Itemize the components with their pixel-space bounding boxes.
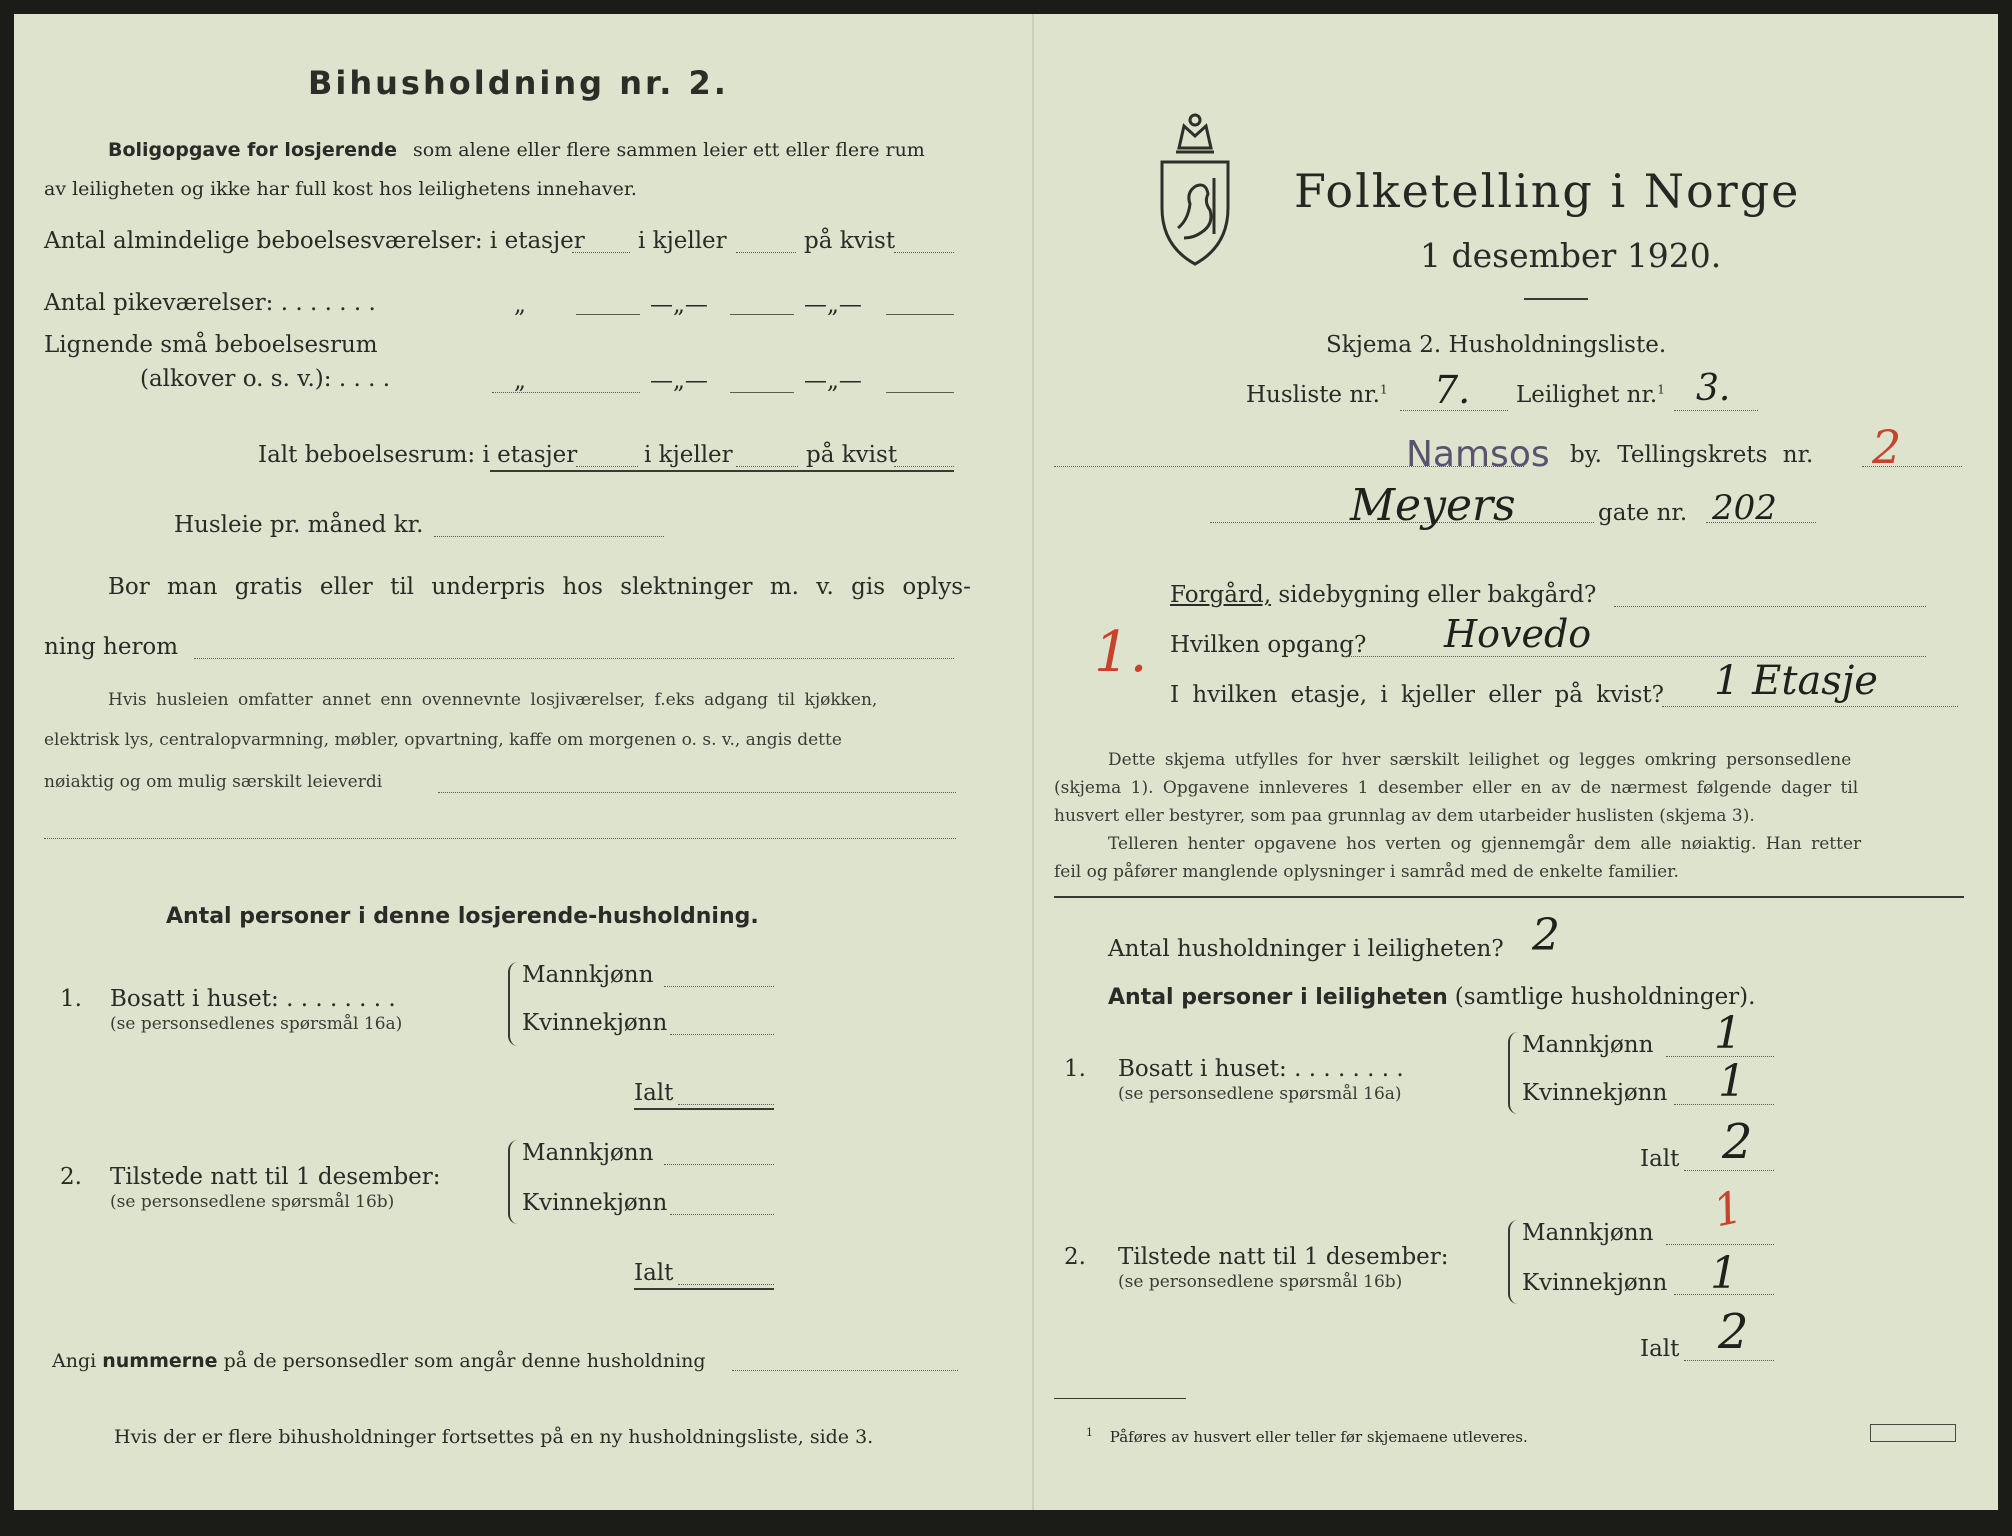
left-q1-brace (508, 962, 520, 1046)
skjema-label: Skjema 2. Husholdningsliste. (1326, 332, 1667, 358)
angi-text (52, 1350, 706, 1372)
street-value: Meyers (1350, 480, 1516, 531)
right-q1-ialt-label: Ialt (1640, 1146, 1680, 1172)
ialt-kvist-line[interactable] (894, 466, 954, 467)
left-q1-ialt-line[interactable] (678, 1104, 774, 1105)
right-q1-ialt-value: 2 (1722, 1114, 1753, 1170)
leilighet-line[interactable] (1674, 410, 1758, 411)
ialt-kjeller-label: i kjeller (644, 442, 733, 468)
right-q1-label: Bosatt i huset: . . . . . . . . (1118, 1056, 1404, 1082)
etasje-label: I hvilken etasje, i kjeller eller på kvist? (1170, 682, 1664, 708)
right-q1-mann-value: 1 (1714, 1008, 1742, 1059)
intro-rest: som alene eller flere sammen leier ett eller flere rum (413, 139, 925, 161)
left-q2-kvinne-label: Kvinnekjønn (522, 1190, 668, 1216)
hvis-line2: elektrisk lys, centralopvarmning, møbler, opvartning, kaffe om morgenen o. s. v., angis dette (44, 730, 842, 750)
right-q1-sub: (se personsedlene spørsmål 16a) (1118, 1084, 1402, 1104)
right-q1-num: 1. (1064, 1056, 1086, 1082)
left-q2-mann-label: Mannkjønn (522, 1140, 654, 1166)
rooms-kvist-line[interactable] (894, 252, 954, 253)
pike-label: Antal pikeværelser: . . . . . . . (44, 290, 376, 316)
right-q2-ialt-value: 2 (1718, 1304, 1749, 1360)
right-q1-kvinne-value: 1 (1718, 1056, 1746, 1107)
opgang-label: Hvilken opgang? (1170, 632, 1367, 658)
rooms-kjeller-line[interactable] (736, 252, 796, 253)
left-intro-line2: av leiligheten og ikke har full kost hos leilighetens innehaver. (44, 178, 637, 200)
footnote-text: Påføres av husvert eller teller før skjemaene utleveres. (1109, 1428, 1528, 1446)
left-q1-ialt-label: Ialt (634, 1080, 674, 1106)
by-krets-label: by. Tellingskrets nr. (1570, 442, 1814, 468)
hvis-line1: Hvis husleien omfatter annet enn ovennevnte losjiværelser, f.eks adgang til kjøkken, (108, 690, 878, 710)
etasje-value: 1 Etasje (1714, 658, 1878, 704)
leilighet-value: 3. (1696, 368, 1731, 409)
lignende-ditto-3: —„— (804, 368, 862, 394)
lignende-kjeller-line[interactable] (730, 392, 794, 393)
opgang-value: Hovedo (1444, 612, 1592, 656)
pike-ditto-1: „ (514, 292, 526, 318)
footnote-sup: 1 (1086, 1426, 1093, 1439)
title-short-rule (1524, 298, 1588, 300)
forgard-rest: sidebygning eller bakgård? (1278, 582, 1597, 608)
info-line5: feil og påfører manglende oplysninger i samråd med de enkelte familier. (1054, 862, 1679, 882)
pike-kvist-line[interactable] (886, 314, 954, 315)
opgang-line[interactable] (1344, 656, 1926, 657)
right-q2-brace (1508, 1220, 1520, 1304)
right-q2-sub: (se personsedlene spørsmål 16b) (1118, 1272, 1403, 1292)
hvis-line3: nøiaktig og om mulig særskilt leieverdi (44, 772, 383, 792)
left-q1-sub: (se personsedlenes spørsmål 16a) (110, 1014, 403, 1034)
hvis-line-b[interactable] (44, 838, 956, 839)
right-q1-kvinne-label: Kvinnekjønn (1522, 1080, 1668, 1106)
right-date: 1 desember 1920. (1420, 236, 1722, 275)
intro-bold: Boligopgave for losjerende (108, 139, 397, 161)
right-q1-mann-label: Mannkjønn (1522, 1032, 1654, 1058)
info-rule (1054, 896, 1964, 898)
husliste-label (1246, 382, 1388, 408)
lignende-ditto-2: —„— (650, 368, 708, 394)
left-q2-ialt-line[interactable] (678, 1284, 774, 1285)
left-q1-ialt-rule (634, 1108, 774, 1110)
right-q1-red-correction: 1 (1709, 1181, 1747, 1238)
right-persons-heading (1108, 984, 1755, 1010)
ialt-rooms-label: Ialt beboelsesrum: i etasjer (258, 442, 578, 468)
left-persons-heading: Antal personer i denne losjerende-husholdning. (166, 904, 759, 929)
ialt-kvist-label: på kvist (806, 442, 898, 468)
right-q2-kvinne-value: 1 (1710, 1248, 1738, 1299)
left-q1-kvinne-line[interactable] (670, 1034, 774, 1035)
right-title: Folketelling i Norge (1294, 164, 1801, 218)
leilighet-sup: 1 (1657, 382, 1665, 397)
lignende-kvist-line[interactable] (886, 392, 954, 393)
footnote (1086, 1426, 1528, 1446)
left-q2-kvinne-line[interactable] (670, 1214, 774, 1215)
ialt-underline (490, 470, 954, 472)
left-q1-kvinne-label: Kvinnekjønn (522, 1010, 668, 1036)
husholdninger-value: 2 (1532, 910, 1560, 961)
right-persons-heading-bold: Antal personer i leiligheten (1108, 985, 1448, 1010)
hvis-line-a[interactable] (438, 792, 956, 793)
leilighet-label (1516, 382, 1665, 408)
city-stamp: Namsos (1406, 434, 1550, 475)
left-q2-brace (508, 1140, 520, 1224)
rooms-etasjer-line[interactable] (572, 252, 630, 253)
footnote-rule (1054, 1398, 1186, 1399)
page-fold (1032, 14, 1034, 1510)
rooms-kvist-label: på kvist (804, 228, 896, 254)
right-q2-ialt-line[interactable] (1684, 1360, 1774, 1361)
lignende-etasjer-line[interactable] (492, 392, 640, 393)
forgard-underlined: Forgård, (1170, 582, 1272, 608)
husliste-sup: 1 (1379, 382, 1388, 397)
husleie-line[interactable] (434, 536, 664, 537)
right-persons-heading-rest: (samtlige husholdninger). (1454, 984, 1756, 1010)
ialt-etasjer-line[interactable] (576, 466, 638, 467)
left-intro-line1 (108, 139, 925, 161)
right-q2-mann-line[interactable] (1666, 1244, 1774, 1245)
rooms-kjeller-label: i kjeller (638, 228, 727, 254)
right-q2-label: Tilstede natt til 1 desember: (1118, 1244, 1449, 1270)
angi-rest: på de personsedler som angår denne husholdning (223, 1350, 706, 1372)
bor-line[interactable] (194, 658, 954, 659)
forgard-line[interactable] (1614, 606, 1926, 607)
husleie-label: Husleie pr. måned kr. (174, 512, 424, 538)
printer-mark (1870, 1424, 1956, 1442)
angi-line[interactable] (732, 1370, 958, 1371)
info-line1: Dette skjema utfylles for hver særskilt leilighet og legges omkring personsedlene (1108, 750, 1852, 770)
leilighet-label-text: Leilighet nr. (1516, 382, 1658, 408)
coat-of-arms-icon (1154, 108, 1236, 270)
pike-ditto-3: —„— (804, 292, 862, 318)
right-q2-mann-label: Mannkjønn (1522, 1220, 1654, 1246)
right-q2-ialt-label: Ialt (1640, 1336, 1680, 1362)
pike-etasjer-line[interactable] (576, 314, 640, 315)
forgard-label (1170, 582, 1596, 608)
right-q1-ialt-line[interactable] (1684, 1170, 1774, 1171)
left-q2-sub: (se personsedlene spørsmål 16b) (110, 1192, 395, 1212)
left-title: Bihusholdning nr. 2. (308, 64, 729, 102)
left-q1-num: 1. (60, 986, 82, 1012)
left-q1-mann-label: Mannkjønn (522, 962, 654, 988)
left-q2-ialt-rule (634, 1288, 774, 1290)
right-q2-num: 2. (1064, 1244, 1086, 1270)
krets-value: 2 (1872, 420, 1902, 474)
angi-bold: nummerne (102, 1350, 218, 1372)
left-q2-mann-line[interactable] (664, 1164, 774, 1165)
left-q1-mann-line[interactable] (664, 986, 774, 987)
info-line4: Telleren henter opgavene hos verten og gjennemgår dem alle nøiaktig. Han retter (1108, 834, 1862, 854)
husliste-label-text: Husliste nr. (1246, 382, 1380, 408)
red-mark: 1. (1094, 620, 1148, 685)
gate-value: 202 (1712, 488, 1777, 528)
info-line2: (skjema 1). Opgavene innleveres 1 desember eller en av de nærmest følgende dager til (1054, 778, 1859, 798)
left-footer: Hvis der er flere bihusholdninger fortsettes på en ny husholdningsliste, side 3. (114, 1426, 874, 1448)
bor-line2: ning herom (44, 634, 179, 660)
etasje-line[interactable] (1662, 706, 1958, 707)
census-form-sheet (14, 14, 1998, 1510)
left-q2-label: Tilstede natt til 1 desember: (110, 1164, 441, 1190)
gate-label: gate nr. (1598, 500, 1688, 526)
left-q1-label: Bosatt i huset: . . . . . . . . (110, 986, 396, 1012)
lignende-label-2: (alkover o. s. v.): . . . . (140, 366, 391, 392)
pike-ditto-2: —„— (650, 292, 708, 318)
info-line3: husvert eller bestyrer, som paa grunnlag av dem utarbeider huslisten (skjema 3). (1054, 806, 1755, 826)
bor-line1: Bor man gratis eller til underpris hos slektninger m. v. gis oplys- (108, 574, 971, 600)
right-q2-kvinne-label: Kvinnekjønn (1522, 1270, 1668, 1296)
ialt-kjeller-line[interactable] (736, 466, 798, 467)
rooms-label: Antal almindelige beboelsesværelser: i etasjer (44, 228, 585, 254)
left-q2-ialt-label: Ialt (634, 1260, 674, 1286)
left-q2-num: 2. (60, 1164, 82, 1190)
lignende-label-1: Lignende små beboelsesrum (44, 332, 378, 358)
angi-pre: Angi (52, 1350, 97, 1372)
husholdninger-label: Antal husholdninger i leiligheten? (1108, 936, 1504, 962)
lignende-ditto-1: „ (514, 368, 526, 394)
right-q1-brace (1508, 1032, 1520, 1114)
pike-kjeller-line[interactable] (730, 314, 794, 315)
husliste-value: 7. (1434, 368, 1471, 412)
